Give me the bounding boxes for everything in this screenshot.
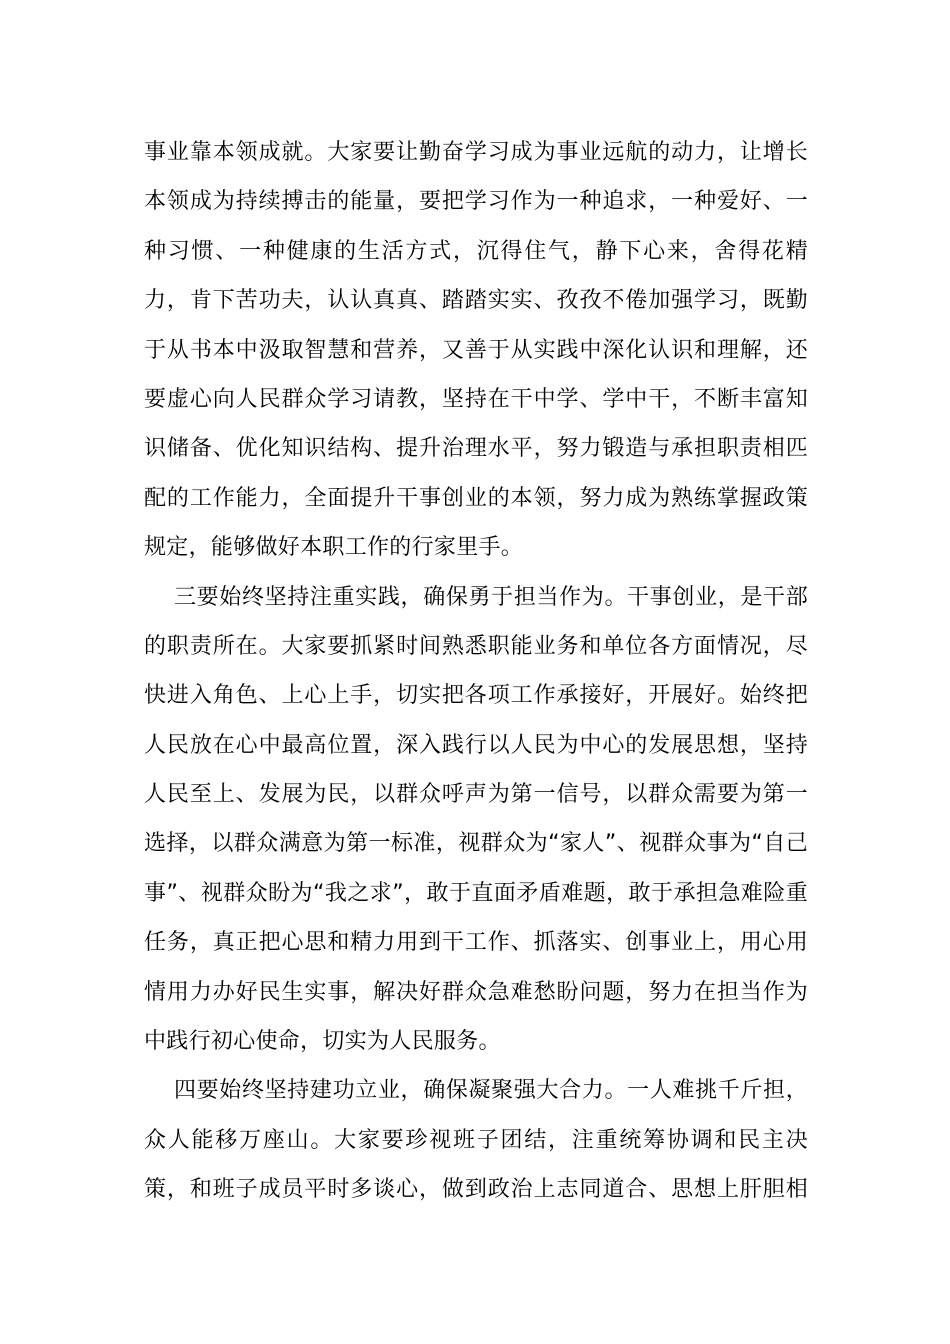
text-line: 四要始终坚持建功立业，确保凝聚强大合力。一人难挑千斤担， [174,1078,808,1104]
paragraph-1 [144,128,808,573]
text-line: 中践行初心使命，切实为人民服务。 [144,1029,501,1055]
text-line: 识储备、优化知识结构、提升治理水平，努力锻造与承担职责相匹 [144,436,808,462]
text-line: 众人能移万座山。大家要珍视班子团结，注重统筹协调和民主决 [144,1127,808,1153]
text-line: 策，和班子成员平时多谈心，做到政治上志同道合、思想上肝胆相 [144,1177,808,1203]
text-line: 快进入角色、上心上手，切实把各项工作承接好，开展好。始终把 [144,683,808,709]
text-line: 事”、视群众盼为“我之求”，敢于直面矛盾难题，敢于承担急难险重 [144,880,808,906]
text-line: 人民至上、发展为民，以群众呼声为第一信号，以群众需要为第一 [144,782,808,808]
text-line: 力，肯下苦功夫，认认真真、踏踏实实、孜孜不倦加强学习，既勤 [144,288,808,314]
text-line: 三要始终坚持注重实践，确保勇于担当作为。干事创业，是干部 [174,584,808,610]
text-line: 配的工作能力，全面提升干事创业的本领，努力成为熟练掌握政策 [144,485,808,511]
text-line: 任务，真正把心思和精力用到干工作、抓落实、创事业上，用心用 [144,930,808,956]
text-line: 事业靠本领成就。大家要让勤奋学习成为事业远航的动力，让增长 [144,140,808,165]
text-line: 人民放在心中最高位置，深入践行以人民为中心的发展思想，坚持 [144,732,808,758]
paragraph-2 [144,573,808,1067]
text-line: 的职责所在。大家要抓紧时间熟悉职能业务和单位各方面情况，尽 [144,633,808,659]
text-line: 于从书本中汲取智慧和营养，又善于从实践中深化认识和理解，还 [144,337,808,363]
text-line: 情用力办好民生实事，解决好群众急难愁盼问题，努力在担当作为 [144,979,808,1005]
text-line: 本领成为持续搏击的能量，要把学习作为一种追求，一种爱好、一 [144,189,808,215]
text-line: 要虚心向人民群众学习请教，坚持在干中学、学中干，不断丰富知 [144,386,808,412]
text-line: 选择，以群众满意为第一标准，视群众为“家人”、视群众事为“自己 [144,831,808,857]
text-line: 种习惯、一种健康的生活方式，沉得住气，静下心来，舍得花精 [144,238,808,264]
paragraph-3 [144,1066,808,1214]
document-body [144,128,808,1215]
text-line: 规定，能够做好本职工作的行家里手。 [144,535,524,561]
